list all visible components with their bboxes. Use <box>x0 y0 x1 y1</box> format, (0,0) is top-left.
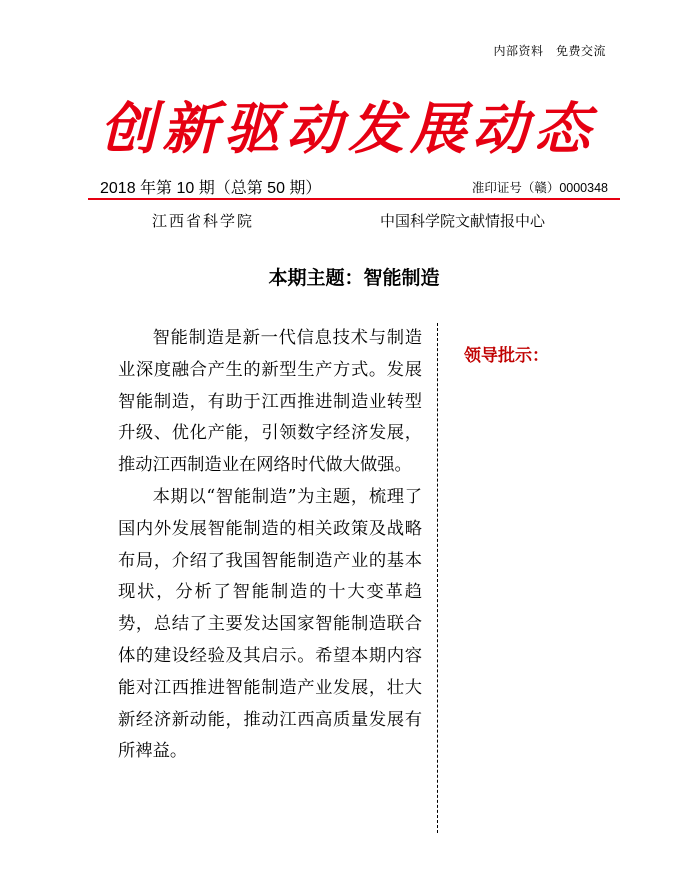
issue-number: 2018 年第 10 期（总第 50 期） <box>100 180 322 197</box>
confidential-notice: 内部资料 免费交流 <box>493 44 606 58</box>
body-text <box>118 323 422 768</box>
organization-right: 中国科学院文献情报中心 <box>380 212 546 230</box>
header-divider <box>88 198 620 200</box>
permit-number: 准印证号（赣）0000348 <box>471 181 608 195</box>
organization-left: 江西省科学院 <box>152 212 255 230</box>
column-divider <box>437 323 438 833</box>
issue-topic: 本期主题：智能制造 <box>268 267 440 289</box>
leader-instructions-label: 领导批示： <box>464 346 549 366</box>
body-paragraph: 本期以“智能制造”为主题，梳理了国内外发展智能制造的相关政策及战略布局，介绍了我国智能制造产业的基本现状，分析了智能制造的十大变革趋势，总结了主要发达国家智能制造联合体的建设经验及其启示。希望本期内容能对江西推进智能制造产业发展，壮大新经济新动能，推动江西高质量发展有所裨益。 <box>118 486 422 762</box>
body-paragraph: 智能制造是新一代信息技术与制造业深度融合产生的新型生产方式。发展智能制造，有助于江西推进制造业转型升级、优化产能，引领数字经济发展，推动江西制造业在网络时代做大做强。 <box>118 328 422 476</box>
masthead-title: 创新驱动发展动态 <box>100 96 596 162</box>
